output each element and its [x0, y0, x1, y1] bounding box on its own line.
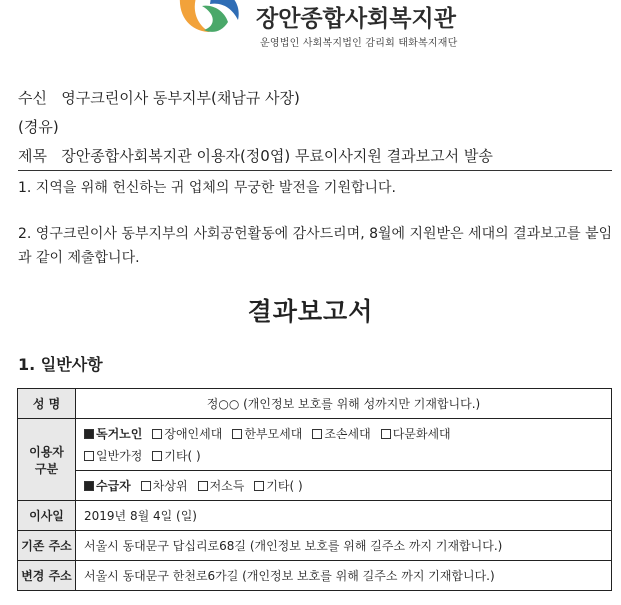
household-type-cell	[76, 419, 612, 471]
checkbox-option[interactable]	[84, 427, 142, 441]
org-subtitle: 운영법인 사회복지법인 감리회 태화복지재단	[260, 38, 458, 49]
recipient-line	[18, 87, 300, 108]
empty-box-icon[interactable]	[152, 451, 162, 461]
table-row	[18, 389, 612, 419]
table-row	[18, 419, 612, 471]
subject-label: 제목	[18, 147, 47, 165]
checkbox-label: 기타( )	[266, 478, 303, 493]
checkbox-option[interactable]	[381, 427, 451, 441]
checkbox-label: 저소득	[209, 478, 245, 493]
subject-line	[18, 145, 493, 166]
checkbox-label: 기타( )	[164, 448, 201, 463]
name-value: 정○○ (개인정보 보호를 위해 성까지만 기재합니다.)	[76, 389, 612, 419]
checkbox-option[interactable]	[84, 479, 131, 493]
checkbox-option[interactable]	[141, 479, 188, 493]
org-name: 장안종합사회복지관	[256, 6, 456, 32]
checkbox-label: 한부모세대	[244, 426, 303, 441]
user-type-label-line1: 이용자	[29, 444, 64, 459]
empty-box-icon[interactable]	[254, 481, 264, 491]
old-address-label: 기존 주소	[18, 531, 76, 561]
checked-box-icon[interactable]	[84, 481, 94, 491]
paragraph-1: 1. 지역을 위해 헌신하는 귀 업체의 무궁한 발전을 기원합니다.	[18, 180, 396, 196]
checkbox-label: 독거노인	[96, 426, 143, 441]
move-date-label: 이사일	[18, 501, 76, 531]
user-type-label	[18, 419, 76, 501]
recipient-label: 수신	[18, 89, 47, 107]
household-options-line1	[84, 423, 603, 445]
new-address-value: 서울시 동대문구 한천로6가길 (개인정보 보호를 위해 길주소 까지 기재합니다.)	[76, 561, 612, 591]
table-row	[18, 561, 612, 591]
move-date-value: 2019년 8월 4일 (일)	[76, 501, 612, 531]
empty-box-icon[interactable]	[152, 429, 162, 439]
welfare-center-logo	[172, 0, 246, 36]
section-title: 1. 일반사항	[18, 355, 103, 374]
subject-value: 장안종합사회복지관 이용자(정0엽) 무료이사지원 결과보고서 발송	[61, 147, 493, 165]
checkbox-option[interactable]	[152, 449, 200, 463]
empty-box-icon[interactable]	[141, 481, 151, 491]
user-type-label-line2: 구분	[34, 461, 59, 476]
empty-box-icon[interactable]	[232, 429, 242, 439]
checkbox-option[interactable]	[152, 427, 222, 441]
table-row	[18, 501, 612, 531]
checkbox-label: 조손세대	[324, 426, 371, 441]
table-row	[18, 531, 612, 561]
checkbox-option[interactable]	[312, 427, 370, 441]
checkbox-option[interactable]	[198, 479, 245, 493]
checkbox-option[interactable]	[232, 427, 302, 441]
general-info-table	[17, 388, 612, 591]
checkbox-label: 차상위	[152, 478, 188, 493]
report-title: 결과보고서	[247, 297, 374, 326]
checkbox-label: 다문화세대	[392, 426, 451, 441]
empty-box-icon[interactable]	[198, 481, 208, 491]
paragraph-2: 2. 영구크린이사 동부지부의 사회공헌활동에 감사드리며, 8월에 지원받은 세대의 결과보고를 붙임과 같이 제출합니다.	[18, 226, 613, 266]
empty-box-icon[interactable]	[312, 429, 322, 439]
empty-box-icon[interactable]	[84, 451, 94, 461]
name-label: 성 명	[18, 389, 76, 419]
checkbox-label: 일반가정	[96, 448, 143, 463]
recipient-value: 영구크린이사 동부지부(채남규 사장)	[61, 89, 300, 107]
checkbox-label: 수급자	[96, 478, 131, 493]
checked-box-icon[interactable]	[84, 429, 94, 439]
checkbox-label: 장애인세대	[164, 426, 223, 441]
old-address-value: 서울시 동대문구 답십리로68길 (개인정보 보호를 위해 길주소 까지 기재합니다.)	[76, 531, 612, 561]
via-line: (경유)	[18, 118, 59, 136]
checkbox-option[interactable]	[254, 479, 302, 493]
new-address-label: 변경 주소	[18, 561, 76, 591]
table-row	[18, 471, 612, 501]
income-type-cell	[76, 471, 612, 501]
household-options-line2	[84, 445, 603, 467]
checkbox-option[interactable]	[84, 449, 142, 463]
divider	[18, 170, 612, 171]
income-options	[84, 475, 603, 497]
empty-box-icon[interactable]	[381, 429, 391, 439]
